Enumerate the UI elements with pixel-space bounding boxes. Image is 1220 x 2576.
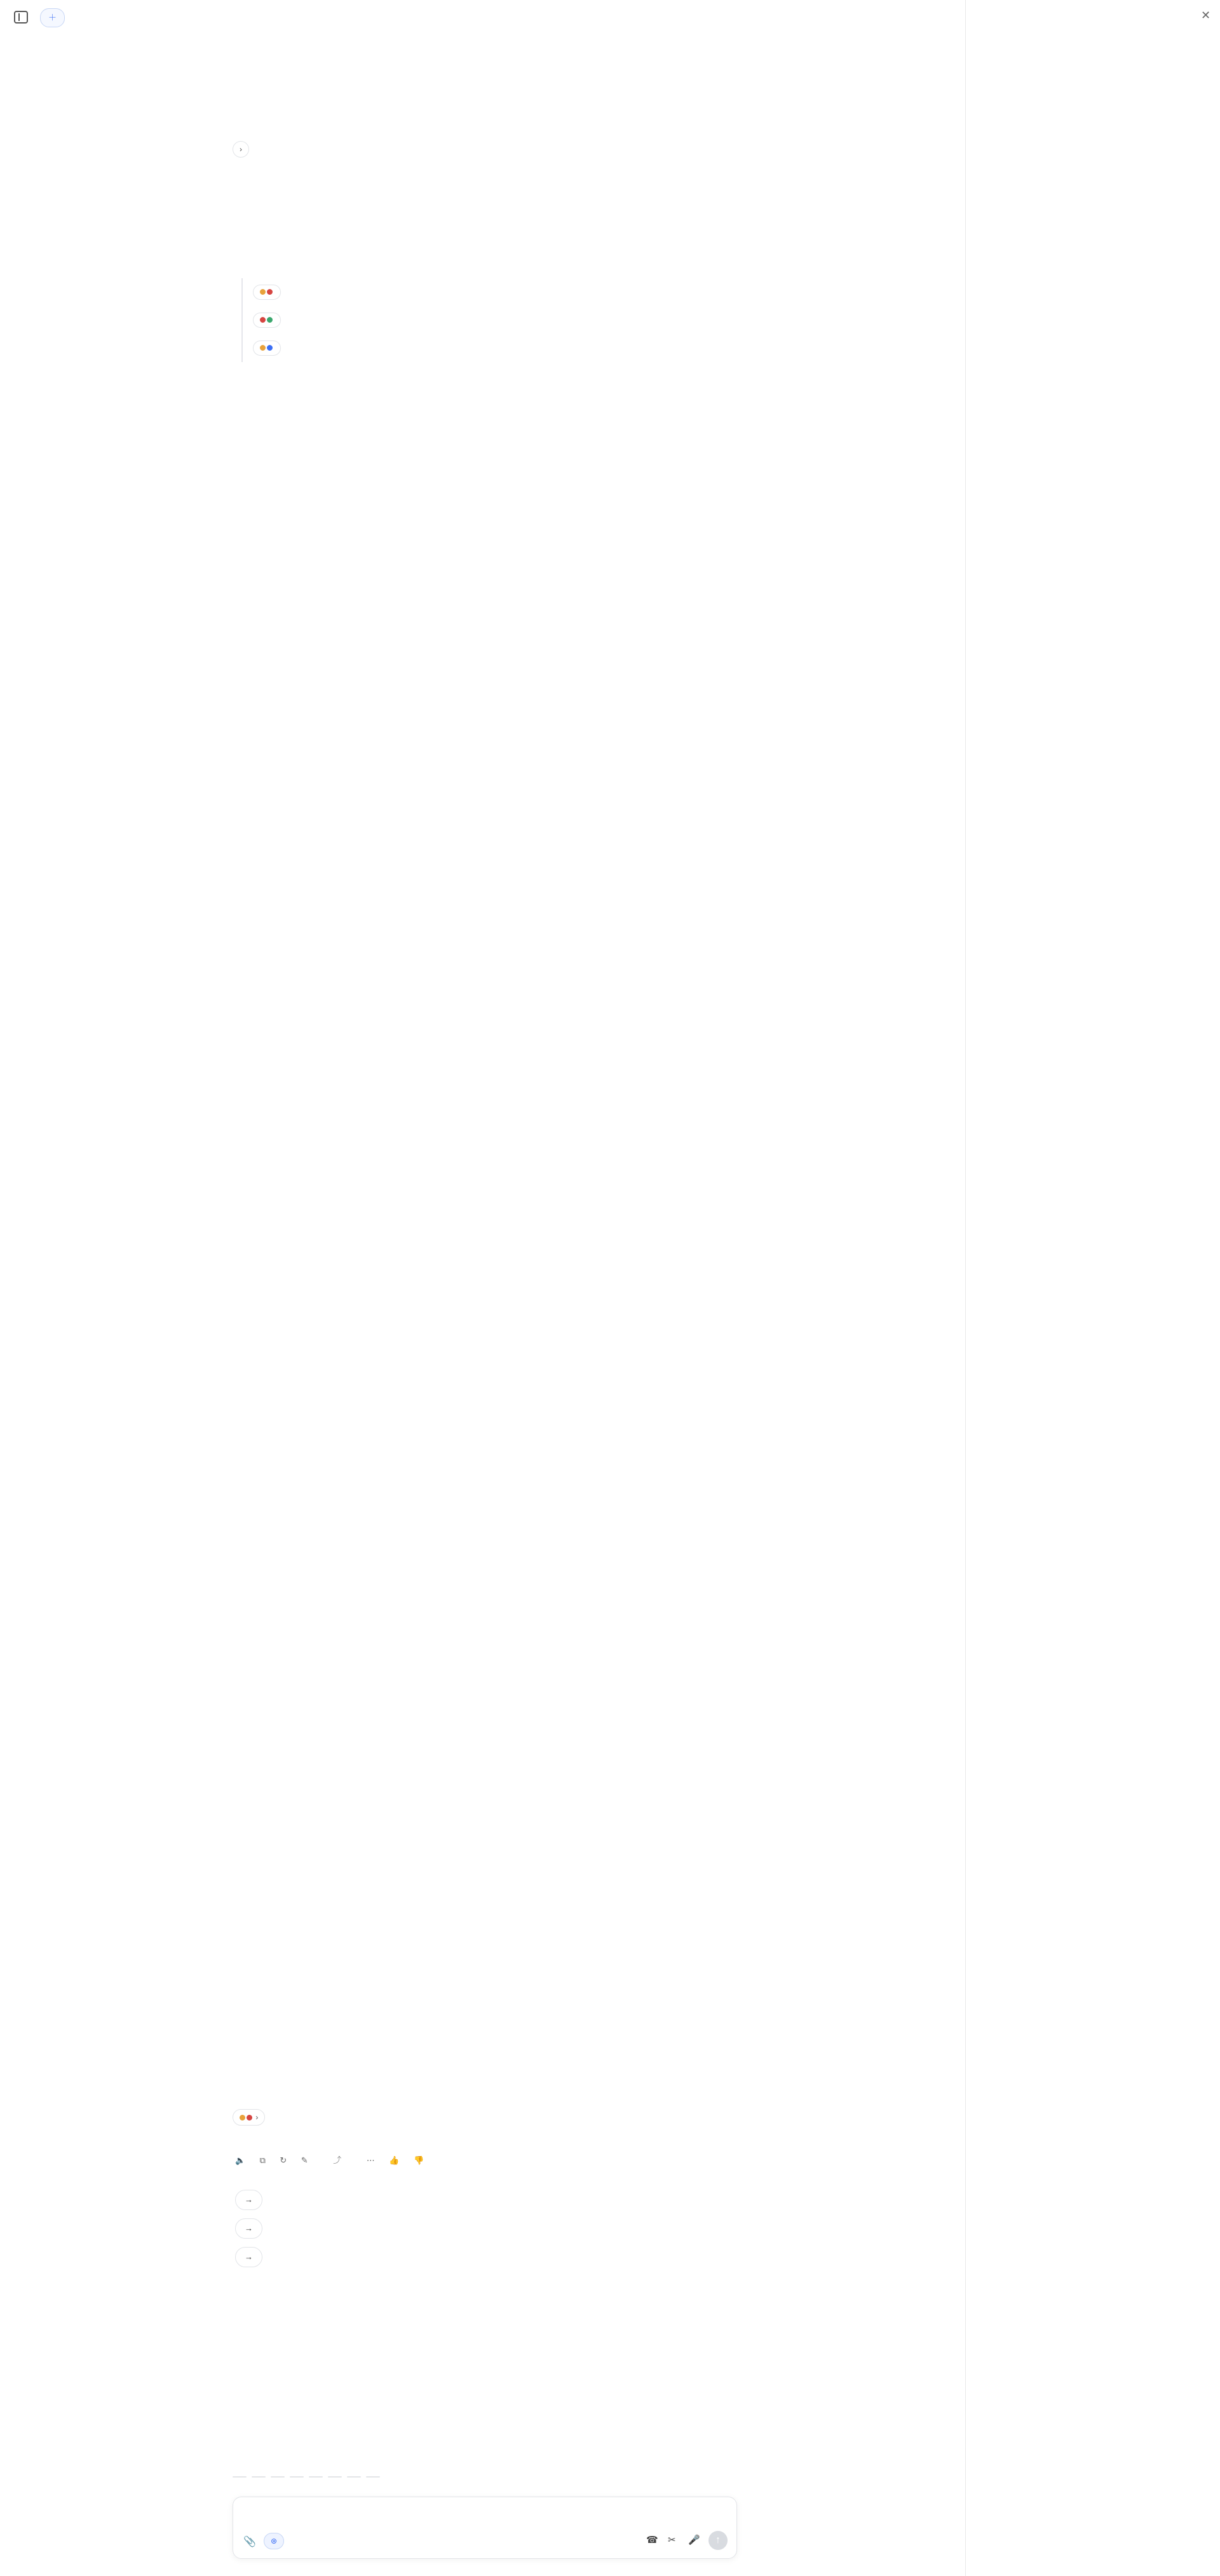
suggestion-chip[interactable]: → (235, 2247, 262, 2267)
share-button[interactable]: ⤴ (333, 2155, 344, 2165)
deep-think-toggle[interactable]: ⊛ (264, 2533, 284, 2549)
section-industrial (233, 724, 741, 733)
copy-icon[interactable]: ⧉ (259, 2155, 266, 2165)
scissors-icon[interactable]: ✂ (668, 2535, 676, 2546)
phone-icon[interactable]: ☎ (646, 2535, 658, 2546)
speak-icon[interactable]: 🔈 (235, 2155, 246, 2165)
suggestion-chip[interactable]: → (235, 2218, 262, 2239)
new-chat-button[interactable]: ＋ (40, 8, 65, 27)
section-advice (233, 1791, 741, 1799)
section-factors (233, 1566, 741, 1574)
chat-input-box (233, 2497, 737, 2559)
thinking-block (241, 278, 761, 362)
tool-read[interactable] (290, 2476, 304, 2478)
tool-write[interactable] (233, 2476, 247, 2478)
think-source-pill[interactable] (253, 285, 281, 300)
tool-video[interactable] (347, 2476, 361, 2478)
section-limits (233, 1934, 741, 1942)
tool-search[interactable] (271, 2476, 285, 2478)
more-actions-icon[interactable]: ⋯ (366, 2155, 375, 2165)
attach-icon[interactable]: 📎 (243, 2537, 256, 2547)
mic-icon[interactable]: 🎤 (688, 2535, 700, 2546)
tool-more[interactable] (366, 2476, 380, 2478)
refresh-icon[interactable]: ↻ (280, 2155, 287, 2165)
message-actions (235, 2154, 435, 2166)
suggestion-chip[interactable]: → (235, 2190, 262, 2210)
edit-button[interactable]: ✎ (301, 2155, 311, 2165)
panel-divider (965, 0, 966, 2576)
tool-image[interactable] (252, 2476, 266, 2478)
close-icon[interactable]: ✕ (1201, 9, 1211, 22)
sidebar-toggle-icon[interactable] (14, 11, 28, 24)
tool-translate[interactable] (328, 2476, 342, 2478)
tool-code[interactable] (309, 2476, 323, 2478)
section-home (233, 1261, 741, 1270)
tool-row (233, 2470, 385, 2479)
top-bar (0, 0, 965, 36)
think-source-pill[interactable] (253, 313, 281, 328)
thumbs-up-icon[interactable]: 👍 (389, 2155, 400, 2165)
thumbs-down-icon[interactable]: 👎 (413, 2155, 424, 2165)
think-source-pill[interactable] (253, 341, 281, 356)
sources-pill[interactable]: › (233, 141, 249, 158)
send-button[interactable]: ↑ (708, 2531, 728, 2550)
refs-pill[interactable]: › (233, 2109, 265, 2126)
